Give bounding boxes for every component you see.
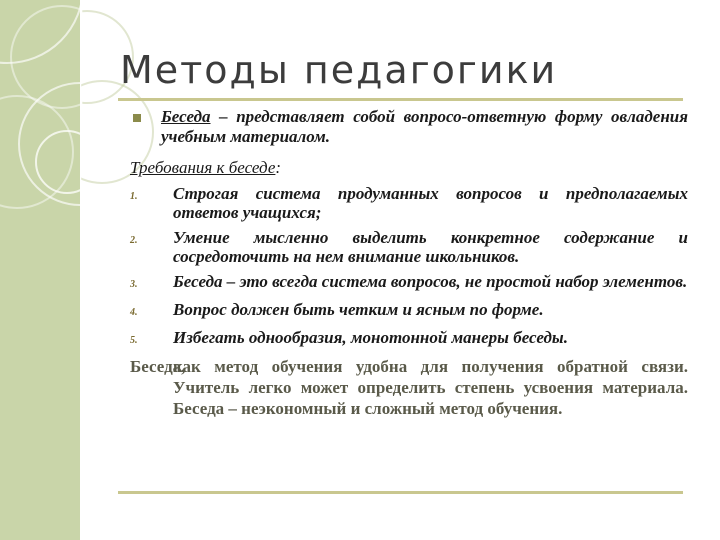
list-item-text: Вопрос должен быть четким и ясным по форме. [173, 300, 544, 319]
list-number: 4. [130, 307, 138, 318]
list-number: 3. [130, 279, 138, 290]
list-item [130, 300, 688, 322]
list-number: 5. [130, 335, 138, 346]
conclusion-paragraph [130, 356, 688, 419]
requirements-heading-colon: : [275, 158, 282, 177]
requirements-list [130, 184, 688, 350]
list-item [130, 184, 688, 222]
term: Беседа [161, 107, 211, 126]
list-item-text: Умение мысленно выделить конкретное содержание и сосредоточить на нем внимание школьников. [173, 228, 688, 266]
list-item [130, 328, 688, 350]
list-number: 1. [130, 191, 138, 202]
title-divider [118, 98, 683, 101]
definition-rest: – представляет собой вопросо-ответную форму овладения учебным материалом. [161, 107, 688, 146]
requirements-heading [130, 158, 688, 178]
list-item-text: Избегать однообразия, монотонной манеры беседы. [173, 328, 568, 347]
square-bullet-icon [133, 114, 141, 122]
conclusion-text: как метод обучения удобна для получения обратной связи. Учитель легко может определить степень усвоения материала. Беседа – неэкономный и сложный метод обучения. [173, 357, 688, 418]
list-item-text: Строгая система продуманных вопросов и предполагаемых ответов учащихся; [173, 184, 688, 222]
list-item [130, 272, 688, 294]
requirements-heading-text: Требования к беседе [130, 158, 276, 177]
slide-title: Методы педагогики [120, 48, 558, 92]
footer-divider [118, 491, 683, 494]
definition-text [161, 107, 688, 147]
list-item [130, 228, 688, 266]
conclusion-first-word: Беседа, [130, 357, 186, 376]
list-number: 2. [130, 235, 138, 246]
list-item-text: Беседа – это всегда система вопросов, не простой набор элементов. [173, 272, 688, 291]
decorative-sidebar [0, 0, 80, 540]
definition-bullet [130, 107, 688, 147]
slide-content [130, 107, 688, 419]
